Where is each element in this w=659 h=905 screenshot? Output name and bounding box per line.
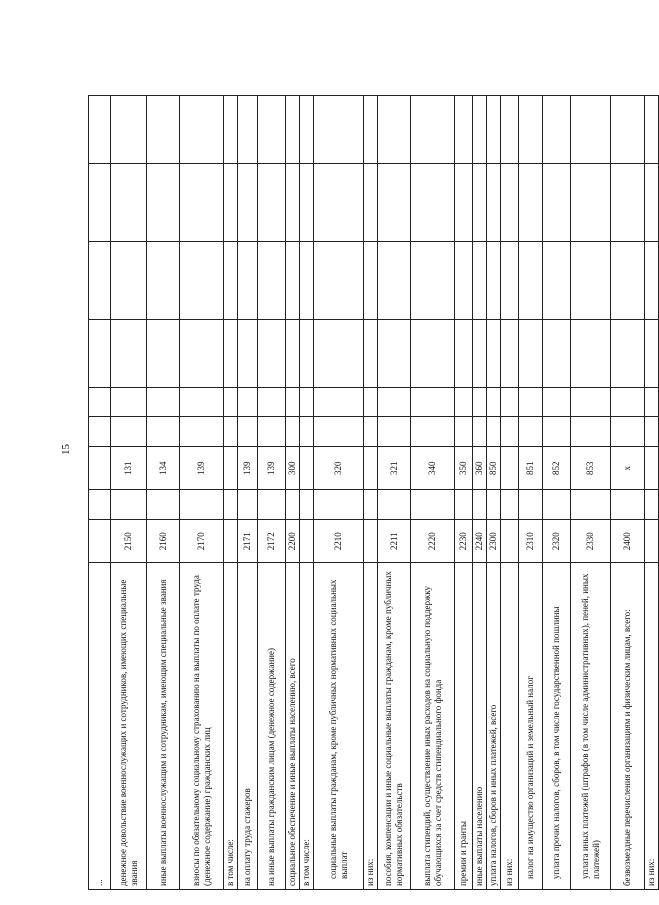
empty-cell <box>286 242 300 320</box>
empty-cell <box>89 320 111 388</box>
empty-cell <box>519 163 543 241</box>
table-row <box>286 96 300 890</box>
empty-cell <box>300 242 314 320</box>
empty-cell <box>180 163 224 241</box>
empty-cell <box>487 96 501 164</box>
empty-cell <box>645 242 659 320</box>
empty-cell <box>611 388 645 417</box>
empty-cell <box>147 490 180 519</box>
empty-cell <box>501 320 519 388</box>
empty-cell <box>89 242 111 320</box>
row-name-cell: выплата стипендий, осуществление иных расходов на социальную поддержку обучающихся за счет средств стипендиального фонда <box>411 563 455 890</box>
row-name-cell: уплата прочих налогов, сборов, в том числе государственной пошлины <box>543 563 571 890</box>
empty-cell <box>89 163 111 241</box>
empty-cell <box>314 242 364 320</box>
empty-cell <box>286 163 300 241</box>
row-line-code-cell: 2300 <box>487 519 501 563</box>
table-row <box>238 96 258 890</box>
row-name-cell: уплата налогов, сборов и иных платежей, всего <box>487 563 501 890</box>
empty-cell <box>111 163 147 241</box>
empty-cell <box>258 490 286 519</box>
table-row <box>645 96 659 890</box>
empty-cell <box>501 242 519 320</box>
empty-cell <box>645 490 659 519</box>
row-line-code-cell: 2171 <box>238 519 258 563</box>
row-name-cell: ... <box>89 563 111 890</box>
row-kbk-code-cell: 320 <box>314 446 364 490</box>
empty-cell <box>364 490 378 519</box>
empty-cell <box>89 96 111 164</box>
empty-cell <box>611 242 645 320</box>
empty-cell <box>111 417 147 446</box>
row-name-cell: социальные выплаты гражданам, кроме публичных нормативных социальных выплат <box>314 563 364 890</box>
row-kbk-code-cell <box>364 446 378 490</box>
empty-cell <box>224 388 238 417</box>
empty-cell <box>473 320 487 388</box>
empty-cell <box>571 388 611 417</box>
empty-cell <box>364 388 378 417</box>
row-line-code-cell: 2400 <box>611 519 645 563</box>
empty-cell <box>238 490 258 519</box>
row-kbk-code-cell: 300 <box>286 446 300 490</box>
row-line-code-cell <box>300 519 314 563</box>
empty-cell <box>411 163 455 241</box>
empty-cell <box>519 242 543 320</box>
table-row <box>455 96 473 890</box>
empty-cell <box>543 96 571 164</box>
empty-cell <box>455 320 473 388</box>
row-name-cell: пособия, компенсации и иные социальные выплаты гражданам, кроме публичных нормативных обязательств <box>378 563 411 890</box>
row-name-cell: из них: <box>364 563 378 890</box>
empty-cell <box>300 163 314 241</box>
table-row <box>89 96 111 890</box>
table-row <box>258 96 286 890</box>
budget-table <box>88 95 659 890</box>
row-kbk-code-cell: 134 <box>147 446 180 490</box>
empty-cell <box>147 96 180 164</box>
row-line-code-cell: 2220 <box>411 519 455 563</box>
empty-cell <box>411 417 455 446</box>
empty-cell <box>111 388 147 417</box>
empty-cell <box>501 96 519 164</box>
empty-cell <box>378 320 411 388</box>
empty-cell <box>224 242 238 320</box>
table-row <box>543 96 571 890</box>
row-kbk-code-cell: 139 <box>258 446 286 490</box>
empty-cell <box>314 320 364 388</box>
row-line-code-cell: 2240 <box>473 519 487 563</box>
empty-cell <box>519 388 543 417</box>
row-kbk-code-cell: 139 <box>180 446 224 490</box>
empty-cell <box>258 96 286 164</box>
row-kbk-code-cell: x <box>611 446 645 490</box>
row-name-cell: социальное обеспечение и иные выплаты населению, всего <box>286 563 300 890</box>
empty-cell <box>571 490 611 519</box>
empty-cell <box>473 388 487 417</box>
empty-cell <box>571 417 611 446</box>
row-line-code-cell: 2230 <box>455 519 473 563</box>
empty-cell <box>645 388 659 417</box>
row-kbk-code-cell <box>645 446 659 490</box>
empty-cell <box>147 242 180 320</box>
empty-cell <box>300 490 314 519</box>
table-row <box>180 96 224 890</box>
empty-cell <box>180 388 224 417</box>
empty-cell <box>286 490 300 519</box>
empty-cell <box>300 417 314 446</box>
empty-cell <box>455 490 473 519</box>
row-name-cell: в том числе: <box>300 563 314 890</box>
empty-cell <box>224 163 238 241</box>
empty-cell <box>238 163 258 241</box>
empty-cell <box>411 242 455 320</box>
empty-cell <box>378 96 411 164</box>
empty-cell <box>411 388 455 417</box>
row-line-code-cell: 2210 <box>314 519 364 563</box>
empty-cell <box>300 388 314 417</box>
table-row <box>571 96 611 890</box>
empty-cell <box>180 417 224 446</box>
empty-cell <box>286 96 300 164</box>
row-line-code-cell: 2330 <box>571 519 611 563</box>
row-name-cell: иные выплаты населению <box>473 563 487 890</box>
empty-cell <box>180 242 224 320</box>
row-kbk-code-cell: 350 <box>455 446 473 490</box>
empty-cell <box>258 320 286 388</box>
row-name-cell: денежное довольствие военнослужащих и сотрудников, имеющих специальные звания <box>111 563 147 890</box>
row-name-cell: взносы по обязательному социальному страхованию на выплаты по оплате труда (денежное содержание) гражданских лиц <box>180 563 224 890</box>
empty-cell <box>645 163 659 241</box>
empty-cell <box>286 320 300 388</box>
row-line-code-cell: 2170 <box>180 519 224 563</box>
empty-cell <box>455 96 473 164</box>
row-line-code-cell <box>224 519 238 563</box>
row-line-code-cell <box>645 519 659 563</box>
row-line-code-cell <box>501 519 519 563</box>
empty-cell <box>111 320 147 388</box>
empty-cell <box>286 417 300 446</box>
empty-cell <box>455 417 473 446</box>
empty-cell <box>543 388 571 417</box>
empty-cell <box>300 320 314 388</box>
empty-cell <box>611 417 645 446</box>
empty-cell <box>378 490 411 519</box>
empty-cell <box>519 490 543 519</box>
empty-cell <box>111 242 147 320</box>
row-line-code-cell <box>89 519 111 563</box>
row-kbk-code-cell: 360 <box>473 446 487 490</box>
empty-cell <box>314 417 364 446</box>
row-name-cell: налог на имущество организаций и земельный налог <box>519 563 543 890</box>
empty-cell <box>473 96 487 164</box>
empty-cell <box>258 163 286 241</box>
empty-cell <box>501 417 519 446</box>
empty-cell <box>180 320 224 388</box>
row-kbk-code-cell: 321 <box>378 446 411 490</box>
empty-cell <box>180 490 224 519</box>
empty-cell <box>501 163 519 241</box>
empty-cell <box>519 96 543 164</box>
empty-cell <box>519 417 543 446</box>
empty-cell <box>519 320 543 388</box>
empty-cell <box>411 320 455 388</box>
empty-cell <box>543 417 571 446</box>
empty-cell <box>501 490 519 519</box>
empty-cell <box>238 242 258 320</box>
empty-cell <box>364 163 378 241</box>
table-row <box>473 96 487 890</box>
empty-cell <box>645 320 659 388</box>
row-name-cell: на иные выплаты гражданским лицам (денежное содержание) <box>258 563 286 890</box>
empty-cell <box>258 242 286 320</box>
empty-cell <box>378 242 411 320</box>
empty-cell <box>487 242 501 320</box>
row-line-code-cell: 2211 <box>378 519 411 563</box>
empty-cell <box>487 163 501 241</box>
empty-cell <box>411 96 455 164</box>
empty-cell <box>286 388 300 417</box>
empty-cell <box>224 320 238 388</box>
row-line-code-cell: 2200 <box>286 519 300 563</box>
row-kbk-code-cell: 340 <box>411 446 455 490</box>
row-kbk-code-cell <box>300 446 314 490</box>
empty-cell <box>89 388 111 417</box>
budget-table-wrapper <box>88 95 656 890</box>
empty-cell <box>611 490 645 519</box>
empty-cell <box>611 163 645 241</box>
row-line-code-cell: 2150 <box>111 519 147 563</box>
empty-cell <box>473 163 487 241</box>
empty-cell <box>224 417 238 446</box>
row-name-cell: уплата иных платежей (штрафов (в том числе административных), пеней, иных платежей) <box>571 563 611 890</box>
empty-cell <box>300 96 314 164</box>
empty-cell <box>111 490 147 519</box>
empty-cell <box>89 417 111 446</box>
row-name-cell: из них: <box>501 563 519 890</box>
empty-cell <box>314 163 364 241</box>
empty-cell <box>543 242 571 320</box>
table-row <box>411 96 455 890</box>
empty-cell <box>543 320 571 388</box>
row-kbk-code-cell <box>224 446 238 490</box>
row-kbk-code-cell: 131 <box>111 446 147 490</box>
empty-cell <box>258 417 286 446</box>
empty-cell <box>473 242 487 320</box>
empty-cell <box>238 388 258 417</box>
empty-cell <box>238 96 258 164</box>
empty-cell <box>611 96 645 164</box>
empty-cell <box>364 242 378 320</box>
table-row <box>519 96 543 890</box>
row-name-cell: из них: <box>645 563 659 890</box>
row-kbk-code-cell <box>501 446 519 490</box>
empty-cell <box>543 490 571 519</box>
empty-cell <box>314 96 364 164</box>
empty-cell <box>455 163 473 241</box>
empty-cell <box>378 163 411 241</box>
empty-cell <box>224 490 238 519</box>
table-row <box>364 96 378 890</box>
empty-cell <box>147 388 180 417</box>
row-kbk-code-cell: 853 <box>571 446 611 490</box>
empty-cell <box>645 96 659 164</box>
empty-cell <box>364 417 378 446</box>
empty-cell <box>378 417 411 446</box>
empty-cell <box>147 417 180 446</box>
empty-cell <box>147 320 180 388</box>
row-line-code-cell: 2320 <box>543 519 571 563</box>
empty-cell <box>611 320 645 388</box>
row-kbk-code-cell: 139 <box>238 446 258 490</box>
empty-cell <box>487 417 501 446</box>
empty-cell <box>487 490 501 519</box>
empty-cell <box>180 96 224 164</box>
table-row <box>147 96 180 890</box>
empty-cell <box>238 320 258 388</box>
empty-cell <box>543 163 571 241</box>
empty-cell <box>258 388 286 417</box>
empty-cell <box>111 96 147 164</box>
empty-cell <box>455 242 473 320</box>
empty-cell <box>314 490 364 519</box>
table-row <box>224 96 238 890</box>
empty-cell <box>645 417 659 446</box>
row-line-code-cell: 2310 <box>519 519 543 563</box>
empty-cell <box>224 96 238 164</box>
empty-cell <box>487 388 501 417</box>
row-kbk-code-cell: 850 <box>487 446 501 490</box>
table-row <box>378 96 411 890</box>
empty-cell <box>378 388 411 417</box>
row-line-code-cell: 2172 <box>258 519 286 563</box>
row-name-cell: на оплату труда стажеров <box>238 563 258 890</box>
empty-cell <box>487 320 501 388</box>
row-name-cell: иные выплаты военнослужащим и сотрудникам, имеющим специальные звания <box>147 563 180 890</box>
empty-cell <box>238 417 258 446</box>
empty-cell <box>89 490 111 519</box>
row-name-cell: безвозмездные перечисления организациям и физическим лицам, всего: <box>611 563 645 890</box>
table-row <box>300 96 314 890</box>
empty-cell <box>147 163 180 241</box>
row-name-cell: премии и гранты <box>455 563 473 890</box>
row-kbk-code-cell: 852 <box>543 446 571 490</box>
empty-cell <box>473 490 487 519</box>
table-row <box>501 96 519 890</box>
empty-cell <box>571 96 611 164</box>
empty-cell <box>571 242 611 320</box>
empty-cell <box>501 388 519 417</box>
table-row <box>487 96 501 890</box>
row-line-code-cell <box>364 519 378 563</box>
table-row <box>314 96 364 890</box>
table-row <box>111 96 147 890</box>
empty-cell <box>314 388 364 417</box>
page-number: 15 <box>60 444 72 455</box>
empty-cell <box>473 417 487 446</box>
table-row <box>611 96 645 890</box>
row-kbk-code-cell <box>89 446 111 490</box>
empty-cell <box>571 320 611 388</box>
row-name-cell: в том числе: <box>224 563 238 890</box>
empty-cell <box>571 163 611 241</box>
empty-cell <box>411 490 455 519</box>
empty-cell <box>364 320 378 388</box>
row-kbk-code-cell: 851 <box>519 446 543 490</box>
empty-cell <box>455 388 473 417</box>
empty-cell <box>364 96 378 164</box>
row-line-code-cell: 2160 <box>147 519 180 563</box>
